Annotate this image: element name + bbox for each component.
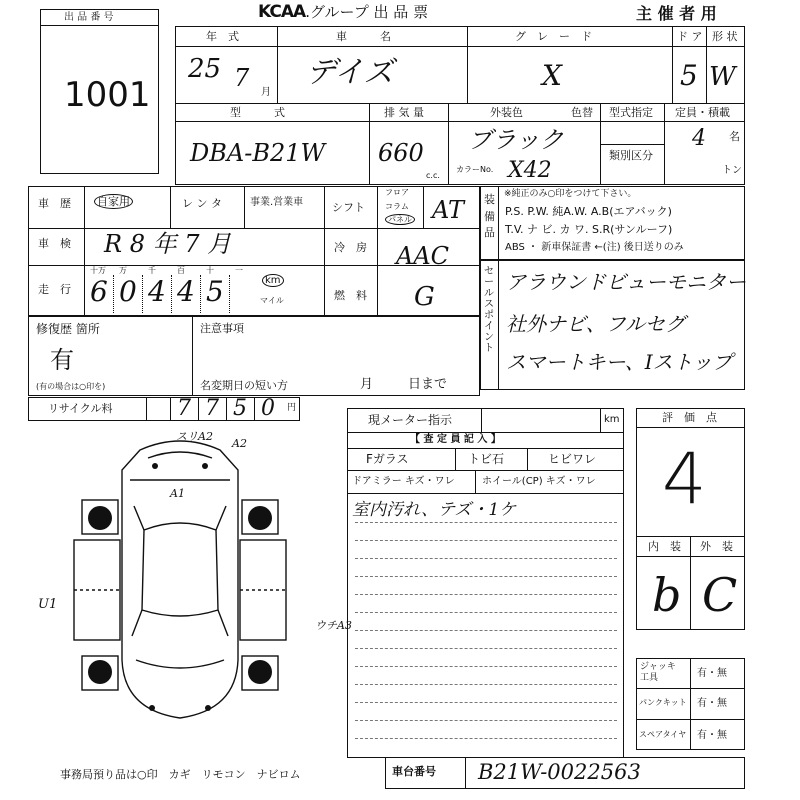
mileage-digit-4: 5 — [206, 275, 224, 308]
shape-label: 形 状 — [712, 30, 738, 43]
mileage-unit-2: 千 — [148, 266, 156, 275]
chassis-value: B21W-0022563 — [478, 760, 641, 784]
doors-label: ド ア — [677, 30, 703, 43]
meter-unit: km — [604, 414, 620, 425]
recycle-digit-0: 7 — [177, 396, 191, 421]
repair-note: (有の場合は○印を) — [36, 382, 106, 391]
puncture-label: パンクキット — [639, 698, 687, 707]
score-value: 4 — [662, 438, 707, 520]
mileage-km: km — [262, 276, 284, 286]
jack-label: ジャッキ工具 — [640, 662, 676, 683]
color-no-value: X42 — [508, 158, 552, 183]
mileage-digit-3: 4 — [177, 275, 195, 308]
caution-label: 注意事項 — [200, 322, 244, 335]
model-designation-label: 型式指定 — [609, 106, 653, 119]
header-title — [258, 4, 428, 21]
history-private: 自家用 — [94, 196, 133, 207]
sales-point-label: セールスポイント — [484, 266, 494, 354]
displacement-value: 660 — [378, 139, 424, 167]
color-label: 外装色 — [490, 106, 523, 119]
shift-label: シフト — [332, 201, 365, 214]
diagram-note-left: U1 — [38, 597, 58, 612]
capacity-value: 4 — [692, 126, 706, 151]
mirror-label: ドアミラー キズ・ワレ — [352, 476, 455, 487]
shift-value: AT — [432, 196, 465, 224]
ton-unit: トン — [722, 165, 742, 176]
spare-label: スペアタイヤ — [639, 730, 687, 739]
class-label: 類別区分 — [609, 149, 653, 162]
recycle-digit-1: 7 — [205, 396, 219, 421]
chassis-label: 車台番号 — [392, 765, 436, 778]
interior-value: b — [652, 568, 682, 622]
puncture-value: 有・無 — [697, 698, 727, 709]
meter-label: 現メーター指示 — [368, 413, 453, 427]
mileage-mile: マイル — [260, 296, 284, 305]
crack-label: ヒビワレ — [548, 452, 597, 466]
car-damage-diagram — [60, 430, 300, 730]
diagram-note-top-1: スリA2 — [176, 430, 213, 443]
model-value: DBA-B21W — [190, 139, 326, 167]
equipment-line-1: P.S. P.W. 純A.W. A.B(エアバック) — [505, 205, 672, 218]
recycle-digit-3: 0 — [261, 396, 275, 421]
wheel-label: ホイール(CP) キズ・ワレ — [482, 476, 596, 487]
mileage-unit-5: 一 — [235, 266, 243, 275]
grade-value: X — [542, 59, 562, 92]
shift-option-floor: フロア — [385, 188, 409, 197]
equipment-label: 装備品 — [484, 193, 495, 239]
history-label: 車 歴 — [38, 197, 71, 210]
fuel-label: 燃 料 — [334, 289, 367, 302]
jack-value: 有・無 — [697, 668, 727, 679]
ac-label: 冷 房 — [334, 241, 367, 254]
mileage-digit-0: 6 — [90, 275, 108, 308]
mileage-unit-0: 十万 — [90, 266, 106, 275]
diagram-note-top-2: A2 — [232, 437, 247, 450]
history-rental: レ ン タ — [182, 197, 222, 210]
interior-label: 内 装 — [648, 540, 681, 553]
inspector-comment: 室内汚れ、テズ・1ケ — [352, 500, 517, 520]
grade-label: グ レ ー ド — [515, 30, 592, 43]
color-value: ブラック — [468, 126, 564, 154]
header-role: 主 催 者 用 — [636, 4, 717, 23]
mileage-label: 走 行 — [38, 283, 71, 296]
spare-value: 有・無 — [697, 730, 727, 741]
sales-point-line-2: 社外ナビ、フルセグ — [506, 312, 685, 336]
fglass-label: Fガラス — [366, 452, 409, 466]
caution-month: 月 — [360, 377, 374, 392]
lot-number: 1001 — [64, 75, 151, 115]
caution-expiry: 名変期日の短い方 — [200, 379, 288, 392]
year-label: 年 式 — [206, 30, 239, 43]
office-note: 事務局預り品は○印 カギ リモコン ナビロム — [60, 768, 301, 781]
lot-number-label: 出 品 番 号 — [64, 12, 114, 23]
capacity-label: 定員・積載 — [675, 106, 730, 119]
diagram-note-right: ウチA3 — [315, 619, 352, 632]
tobi-label: トビ石 — [468, 452, 505, 466]
month-value: 7 — [234, 64, 250, 92]
doors-value: 5 — [680, 59, 698, 92]
mileage-digit-1: 0 — [119, 275, 137, 308]
diagram-note-roof: A1 — [170, 487, 185, 500]
sales-point-line-1: アラウンドビューモニター — [506, 270, 746, 294]
displacement-label: 排 気 量 — [384, 106, 424, 119]
car-name-value: デイズ — [306, 55, 394, 90]
car-name-label: 車 名 — [336, 30, 391, 43]
model-label: 型 式 — [230, 106, 285, 119]
shift-option-column: コラム — [385, 202, 409, 211]
mileage-unit-1: 万 — [119, 266, 127, 275]
equipment-line-3: ABS ・ 新車保証書 ←(注) 後日送りのみ — [505, 242, 684, 253]
month-unit: 月 — [261, 87, 271, 98]
cc-unit: c.c. — [426, 171, 440, 180]
equipment-line-2: T.V. ナ ビ. カ ワ. S.R(サンルーフ) — [505, 223, 673, 236]
sales-point-line-3: スマートキー、Iストップ — [506, 350, 733, 374]
capacity-unit: 名 — [729, 130, 740, 143]
mileage-digit-2: 4 — [148, 275, 166, 308]
inspector-title: 【 査 定 員 記 入 】 — [410, 434, 501, 445]
inspection-value: R 8 年 7 月 — [104, 230, 232, 258]
shape-value: W — [709, 62, 736, 92]
color-no-label: カラーNo. — [456, 165, 494, 174]
exterior-value: C — [702, 568, 738, 622]
mileage-unit-3: 百 — [177, 266, 185, 275]
brand-logo: KCAA — [258, 2, 306, 22]
fuel-value: G — [414, 282, 435, 312]
exterior-label: 外 装 — [700, 540, 733, 553]
recycle-unit: 円 — [287, 403, 297, 413]
shift-option-panel: パネル — [385, 216, 415, 224]
mileage-unit-4: 十 — [206, 266, 214, 275]
repair-value: 有 — [50, 346, 74, 374]
year-value: 25 — [188, 54, 222, 84]
color-change-label: 色替 — [571, 106, 593, 119]
score-label: 評 価 点 — [662, 411, 717, 424]
ac-value: AAC — [396, 242, 450, 270]
repair-label: 修復歴 箇所 — [36, 322, 100, 336]
recycle-digit-2: 5 — [233, 396, 247, 421]
recycle-label: リサイクル料 — [48, 402, 113, 415]
history-business: 事業.営業車 — [250, 197, 304, 208]
equipment-note: ※純正のみ○印をつけて下さい。 — [504, 189, 637, 199]
header-title-rest: .グループ 出 品 票 — [305, 3, 429, 21]
inspection-label: 車 検 — [38, 237, 71, 250]
caution-day: 日まで — [408, 377, 448, 392]
